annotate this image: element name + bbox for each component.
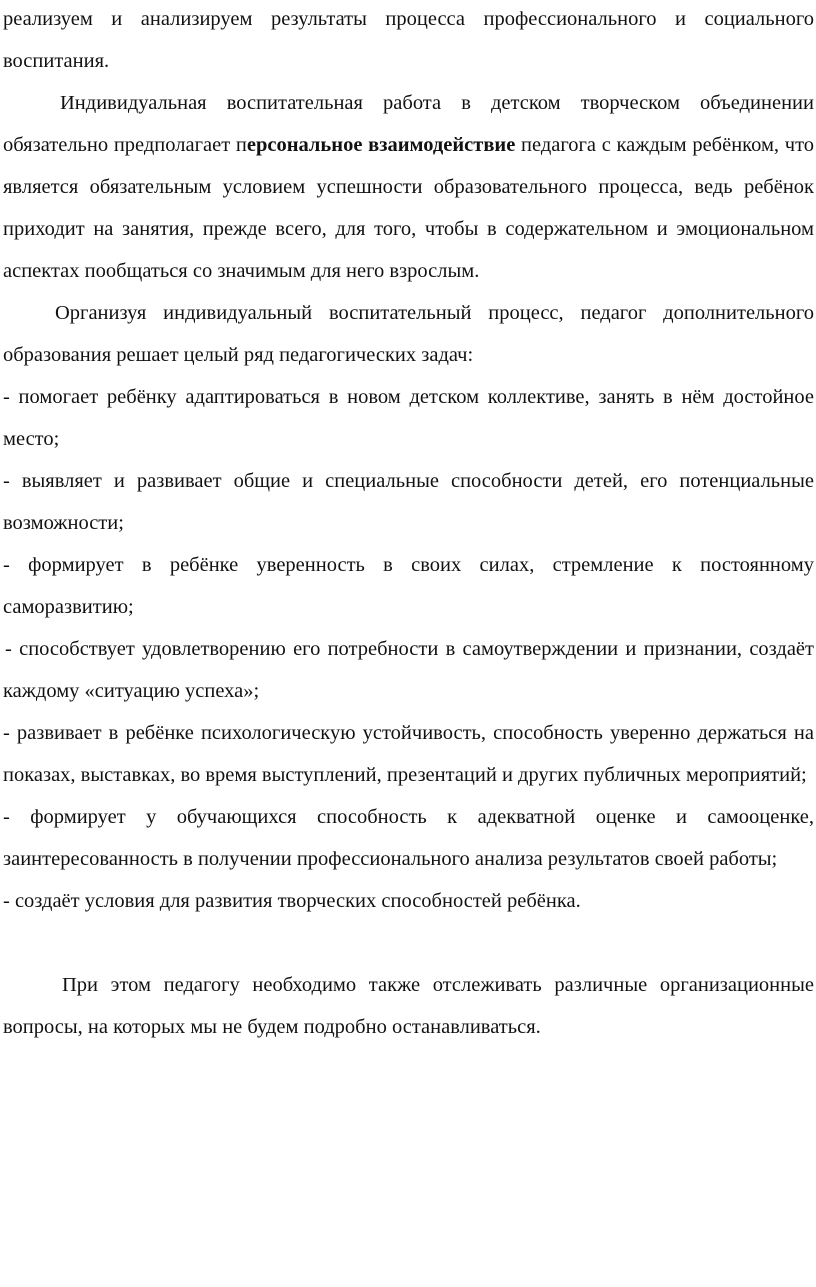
paragraph-continuation: реализуем и анализируем результаты процесса профессионального и социального воспитания. — [3, 8, 814, 72]
list-item: - способствует удовлетворению его потребности в самоутверждении и признании, создаёт каждому «ситуацию успеха»; — [3, 638, 814, 702]
list-item: - выявляет и развивает общие и специальные способности детей, его потенциальные возможности; — [3, 470, 814, 534]
list-item: - формирует у обучающихся способность к адекватной оценке и самооценке, заинтересованность в получении профессионального анализа результатов своей работы; — [3, 806, 814, 870]
list-item: - создаёт условия для развития творческих способностей ребёнка. — [3, 890, 581, 912]
list-item: - формирует в ребёнке уверенность в своих силах, стремление к постоянному саморазвитию; — [3, 554, 814, 618]
paragraph-text-after-bold: педагога с каждым ребёнком, что является обязательным условием успешности образовательного процесса, ведь ребёнок приходит на занятия, прежде всего, для того, чтобы в содержательном и эмоциональном аспектах пообщаться со значимым для него взрослым. — [3, 134, 815, 282]
paragraph-text-before-bold: Индивидуальная воспитательная работа в детском творческом объединении обязательно предполагает п — [3, 92, 814, 156]
paragraph-tasks-intro: Организуя индивидуальный воспитательный процесс, педагог дополнительного образования решает целый ряд педагогических задач: — [3, 302, 814, 366]
list-item: - развивает в ребёнке психологическую устойчивость, способность уверенно держаться на показах, выставках, во время выступлений, презентаций и других публичных мероприятий; — [3, 722, 814, 786]
paragraph-individual-work — [3, 82, 814, 292]
list-item: - помогает ребёнку адаптироваться в новом детском коллективе, занять в нём достойное место; — [3, 386, 814, 450]
paragraph-closing: При этом педагогу необходимо также отслеживать различные организационные вопросы, на которых мы не будем подробно останавливаться. — [3, 974, 814, 1038]
bold-phrase: ерсональное взаимодействие — [246, 134, 516, 156]
